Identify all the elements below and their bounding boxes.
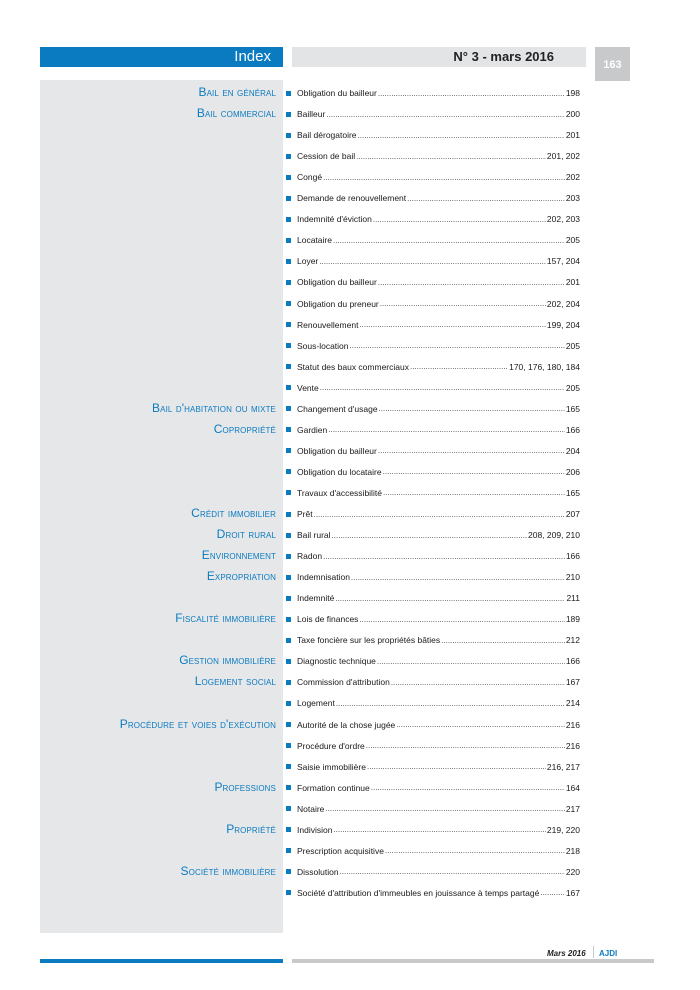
bullet-icon bbox=[286, 575, 291, 580]
entry-pages: 165 bbox=[565, 487, 580, 498]
issue-header bbox=[292, 47, 586, 67]
entry-term: Bail rural bbox=[297, 530, 331, 541]
category-heading: Droit rural bbox=[216, 527, 276, 542]
bullet-icon bbox=[286, 617, 291, 622]
dot-leader bbox=[326, 110, 564, 119]
bullet-icon bbox=[286, 722, 291, 727]
index-entry bbox=[286, 403, 580, 415]
dot-leader bbox=[320, 383, 565, 392]
index-entry bbox=[286, 234, 580, 246]
dot-leader bbox=[410, 362, 508, 371]
entry-pages: 201 bbox=[565, 277, 580, 288]
bullet-icon bbox=[286, 554, 291, 559]
dot-leader bbox=[391, 678, 565, 687]
bullet-icon bbox=[286, 301, 291, 306]
footer-accent-bar bbox=[40, 959, 283, 963]
entry-pages: 167 bbox=[565, 677, 580, 688]
index-entry bbox=[286, 803, 580, 815]
entry-term: Diagnostic technique bbox=[297, 656, 376, 667]
bullet-icon bbox=[286, 848, 291, 853]
index-entry bbox=[286, 129, 580, 141]
bullet-icon bbox=[286, 385, 291, 390]
entry-term: Procédure d'ordre bbox=[297, 740, 365, 751]
index-entry bbox=[286, 697, 580, 709]
dot-leader bbox=[407, 194, 565, 203]
bullet-icon bbox=[286, 743, 291, 748]
dot-leader bbox=[358, 131, 565, 140]
entry-pages: 164 bbox=[565, 782, 580, 793]
entry-pages: 202 bbox=[565, 172, 580, 183]
category-heading: Environnement bbox=[201, 548, 276, 563]
entry-term: Société d'attribution d'immeubles en jouissance à temps partagé bbox=[297, 887, 540, 898]
entry-pages: 170, 176, 180, 184 bbox=[509, 361, 580, 372]
entry-pages: 214 bbox=[565, 698, 580, 709]
dot-leader bbox=[359, 615, 564, 624]
entry-term: Renouvellement bbox=[297, 319, 359, 330]
bullet-icon bbox=[286, 806, 291, 811]
entry-term: Prêt bbox=[297, 509, 313, 519]
index-entry bbox=[286, 382, 580, 394]
entry-term: Statut des baux commerciaux bbox=[297, 361, 409, 372]
bullet-icon bbox=[286, 638, 291, 643]
index-entry bbox=[286, 445, 580, 457]
index-entry bbox=[286, 550, 580, 562]
entry-pages: 210 bbox=[565, 572, 580, 583]
category-heading: Copropriété bbox=[213, 421, 276, 436]
dot-leader bbox=[356, 152, 546, 161]
entry-pages: 167 bbox=[565, 887, 580, 898]
entry-term: Vente bbox=[297, 382, 319, 393]
entry-pages: 205 bbox=[565, 340, 580, 351]
index-entry bbox=[286, 487, 580, 499]
bullet-icon bbox=[286, 469, 291, 474]
bullet-icon bbox=[286, 701, 291, 706]
entry-term: Saisie immobilière bbox=[297, 761, 366, 772]
bullet-icon bbox=[286, 217, 291, 222]
index-entry bbox=[286, 361, 580, 373]
footer-divider bbox=[593, 946, 594, 958]
bullet-icon bbox=[286, 448, 291, 453]
dot-leader bbox=[325, 804, 564, 813]
entry-term: Travaux d'accessibilité bbox=[297, 487, 382, 498]
dot-leader bbox=[332, 531, 527, 540]
bullet-icon bbox=[286, 680, 291, 685]
entry-term: Autorité de la chose jugée bbox=[297, 719, 396, 730]
index-entry bbox=[286, 634, 580, 646]
category-heading: Propriété bbox=[226, 821, 276, 836]
entry-pages: 220 bbox=[565, 866, 580, 877]
dot-leader bbox=[340, 867, 565, 876]
bullet-icon bbox=[286, 890, 291, 895]
dot-leader bbox=[335, 594, 565, 603]
entry-term: Obligation du bailleur bbox=[297, 277, 377, 288]
entry-pages: 206 bbox=[565, 466, 580, 477]
dot-leader bbox=[367, 762, 546, 771]
entry-pages: 201, 202 bbox=[546, 151, 580, 162]
dot-leader bbox=[441, 636, 565, 645]
bullet-icon bbox=[286, 427, 291, 432]
bullet-icon bbox=[286, 112, 291, 117]
dot-leader bbox=[379, 404, 565, 413]
footer-grey-bar bbox=[292, 959, 654, 963]
index-entry bbox=[286, 887, 580, 899]
entry-pages: 204 bbox=[565, 445, 580, 456]
page-number-box bbox=[595, 47, 630, 81]
issue-label: N° 3 - mars 2016 bbox=[453, 49, 554, 64]
index-entry bbox=[286, 676, 580, 688]
entry-term: Notaire bbox=[297, 803, 325, 814]
dot-leader bbox=[380, 299, 546, 308]
entry-term: Cession de bail bbox=[297, 151, 356, 162]
index-entry bbox=[286, 592, 580, 604]
entry-pages: 207 bbox=[565, 509, 580, 519]
entry-pages: 205 bbox=[565, 235, 580, 246]
entry-term: Obligation du locataire bbox=[297, 466, 382, 477]
index-entry bbox=[286, 192, 580, 204]
index-entry bbox=[286, 466, 580, 478]
dot-leader bbox=[385, 846, 565, 855]
entry-pages: 208, 209, 210 bbox=[528, 530, 580, 541]
entry-pages: 166 bbox=[565, 656, 580, 667]
category-heading: Expropriation bbox=[206, 569, 276, 584]
index-entry bbox=[286, 319, 580, 331]
entry-pages: 199, 204 bbox=[546, 319, 580, 330]
entry-pages: 217 bbox=[565, 803, 580, 814]
entry-pages: 216 bbox=[565, 740, 580, 751]
entry-pages: 219, 220 bbox=[546, 824, 580, 835]
index-entry bbox=[286, 719, 580, 731]
entry-pages: 216 bbox=[565, 719, 580, 730]
footer-date: Mars 2016 bbox=[547, 949, 586, 958]
dot-leader bbox=[378, 89, 565, 98]
category-heading: Professions bbox=[214, 779, 276, 794]
entry-term: Lois de finances bbox=[297, 614, 359, 625]
entry-pages: 201 bbox=[565, 130, 580, 141]
index-entry bbox=[286, 298, 580, 310]
bullet-icon bbox=[286, 238, 291, 243]
index-entry bbox=[286, 213, 580, 225]
section-header bbox=[40, 47, 283, 67]
entry-term: Loyer bbox=[297, 256, 319, 267]
entry-pages: 202, 204 bbox=[546, 298, 580, 309]
index-entry bbox=[286, 508, 580, 520]
entry-pages: 157, 204 bbox=[546, 256, 580, 267]
index-entry bbox=[286, 761, 580, 773]
entry-term: Indemnité d'éviction bbox=[297, 214, 372, 225]
entry-pages: 211 bbox=[566, 593, 580, 604]
dot-leader bbox=[378, 446, 565, 455]
entry-pages: 166 bbox=[565, 551, 580, 562]
dot-leader bbox=[377, 657, 565, 666]
index-entry bbox=[286, 340, 580, 352]
entry-pages: 166 bbox=[565, 424, 580, 435]
entry-pages: 216, 217 bbox=[546, 761, 580, 772]
bullet-icon bbox=[286, 133, 291, 138]
bullet-icon bbox=[286, 322, 291, 327]
entry-term: Logement bbox=[297, 698, 335, 709]
index-entry bbox=[286, 824, 580, 836]
index-entry bbox=[286, 845, 580, 857]
dot-leader bbox=[323, 552, 565, 561]
dot-leader bbox=[319, 257, 546, 266]
entry-term: Prescription acquisitive bbox=[297, 845, 384, 856]
dot-leader bbox=[336, 699, 565, 708]
entry-pages: 205 bbox=[565, 382, 580, 393]
bullet-icon bbox=[286, 91, 291, 96]
entry-term: Obligation du preneur bbox=[297, 298, 379, 309]
index-entry bbox=[286, 740, 580, 752]
entry-term: Demande de renouvellement bbox=[297, 193, 407, 204]
bullet-icon bbox=[286, 406, 291, 411]
entry-term: Locataire bbox=[297, 235, 332, 246]
entry-pages: 165 bbox=[565, 403, 580, 414]
dot-leader bbox=[333, 236, 565, 245]
category-heading: Bail en général bbox=[198, 85, 276, 99]
index-entry bbox=[286, 866, 580, 878]
index-entry bbox=[286, 529, 580, 541]
entry-pages: 212 bbox=[565, 635, 580, 646]
entry-term: Indemnité bbox=[297, 593, 335, 604]
bullet-icon bbox=[286, 764, 291, 769]
index-entry bbox=[286, 108, 580, 120]
bullet-icon bbox=[286, 364, 291, 369]
bullet-icon bbox=[286, 175, 291, 180]
entry-term: Taxe foncière sur les propriétés bâties bbox=[297, 635, 441, 646]
dot-leader bbox=[378, 278, 565, 287]
entry-term: Commission d'attribution bbox=[297, 677, 390, 688]
category-heading: Gestion immobilière bbox=[179, 653, 276, 668]
index-entry bbox=[286, 150, 580, 162]
category-heading: Procédure et voies d'exécution bbox=[119, 716, 276, 731]
index-entry bbox=[286, 87, 580, 99]
bullet-icon bbox=[286, 827, 291, 832]
entry-term: Bail dérogatoire bbox=[297, 130, 357, 141]
index-entry bbox=[286, 276, 580, 288]
category-heading: Bail d'habitation ou mixte bbox=[152, 400, 276, 415]
index-entry bbox=[286, 571, 580, 583]
dot-leader bbox=[351, 573, 565, 582]
bullet-icon bbox=[286, 343, 291, 348]
dot-leader bbox=[373, 215, 546, 224]
dot-leader bbox=[359, 320, 545, 329]
entry-pages: 203 bbox=[565, 193, 580, 204]
dot-leader bbox=[371, 783, 565, 792]
entry-term: Gardien bbox=[297, 424, 328, 435]
entry-pages: 202, 203 bbox=[546, 214, 580, 225]
bullet-icon bbox=[286, 196, 291, 201]
bullet-icon bbox=[286, 596, 291, 601]
dot-leader bbox=[350, 341, 565, 350]
bullet-icon bbox=[286, 280, 291, 285]
category-heading: Crédit immobilier bbox=[191, 506, 276, 520]
entry-term: Indemnisation bbox=[297, 572, 350, 583]
index-entry bbox=[286, 255, 580, 267]
dot-leader bbox=[333, 825, 545, 834]
dot-leader bbox=[383, 467, 565, 476]
dot-leader bbox=[383, 488, 565, 497]
entry-pages: 198 bbox=[565, 88, 580, 98]
dot-leader bbox=[396, 720, 565, 729]
index-entry bbox=[286, 655, 580, 667]
section-title: Index bbox=[234, 48, 271, 65]
entry-pages: 218 bbox=[565, 845, 580, 856]
entry-term: Dissolution bbox=[297, 866, 339, 877]
bullet-icon bbox=[286, 659, 291, 664]
bullet-icon bbox=[286, 154, 291, 159]
category-heading: Société immobilière bbox=[180, 863, 276, 878]
entry-term: Changement d'usage bbox=[297, 403, 378, 414]
bullet-icon bbox=[286, 785, 291, 790]
entry-term: Formation continue bbox=[297, 782, 370, 793]
index-entry bbox=[286, 424, 580, 436]
entry-term: Obligation du bailleur bbox=[297, 88, 377, 98]
category-heading: Logement social bbox=[194, 674, 276, 689]
entry-term: Radon bbox=[297, 551, 323, 562]
dot-leader bbox=[323, 173, 565, 182]
category-heading: Fiscalité immobilière bbox=[175, 611, 276, 626]
index-entry bbox=[286, 613, 580, 625]
entry-term: Obligation du bailleur bbox=[297, 445, 377, 456]
bullet-icon bbox=[286, 259, 291, 264]
dot-leader bbox=[366, 741, 565, 750]
footer-publication: AJDI bbox=[599, 949, 618, 958]
bullet-icon bbox=[286, 533, 291, 538]
entry-pages: 189 bbox=[565, 614, 580, 625]
dot-leader bbox=[540, 888, 564, 897]
index-entry bbox=[286, 782, 580, 794]
entry-term: Bailleur bbox=[297, 109, 326, 120]
index-entry bbox=[286, 171, 580, 183]
bullet-icon bbox=[286, 490, 291, 495]
page-number: 163 bbox=[603, 59, 622, 71]
dot-leader bbox=[314, 510, 565, 519]
entry-term: Sous-location bbox=[297, 340, 349, 351]
dot-leader bbox=[328, 425, 565, 434]
entry-term: Indivision bbox=[297, 824, 333, 835]
entry-pages: 200 bbox=[565, 109, 580, 120]
bullet-icon bbox=[286, 512, 291, 517]
bullet-icon bbox=[286, 869, 291, 874]
entry-term: Congé bbox=[297, 172, 323, 183]
category-heading: Bail commercial bbox=[196, 106, 276, 121]
